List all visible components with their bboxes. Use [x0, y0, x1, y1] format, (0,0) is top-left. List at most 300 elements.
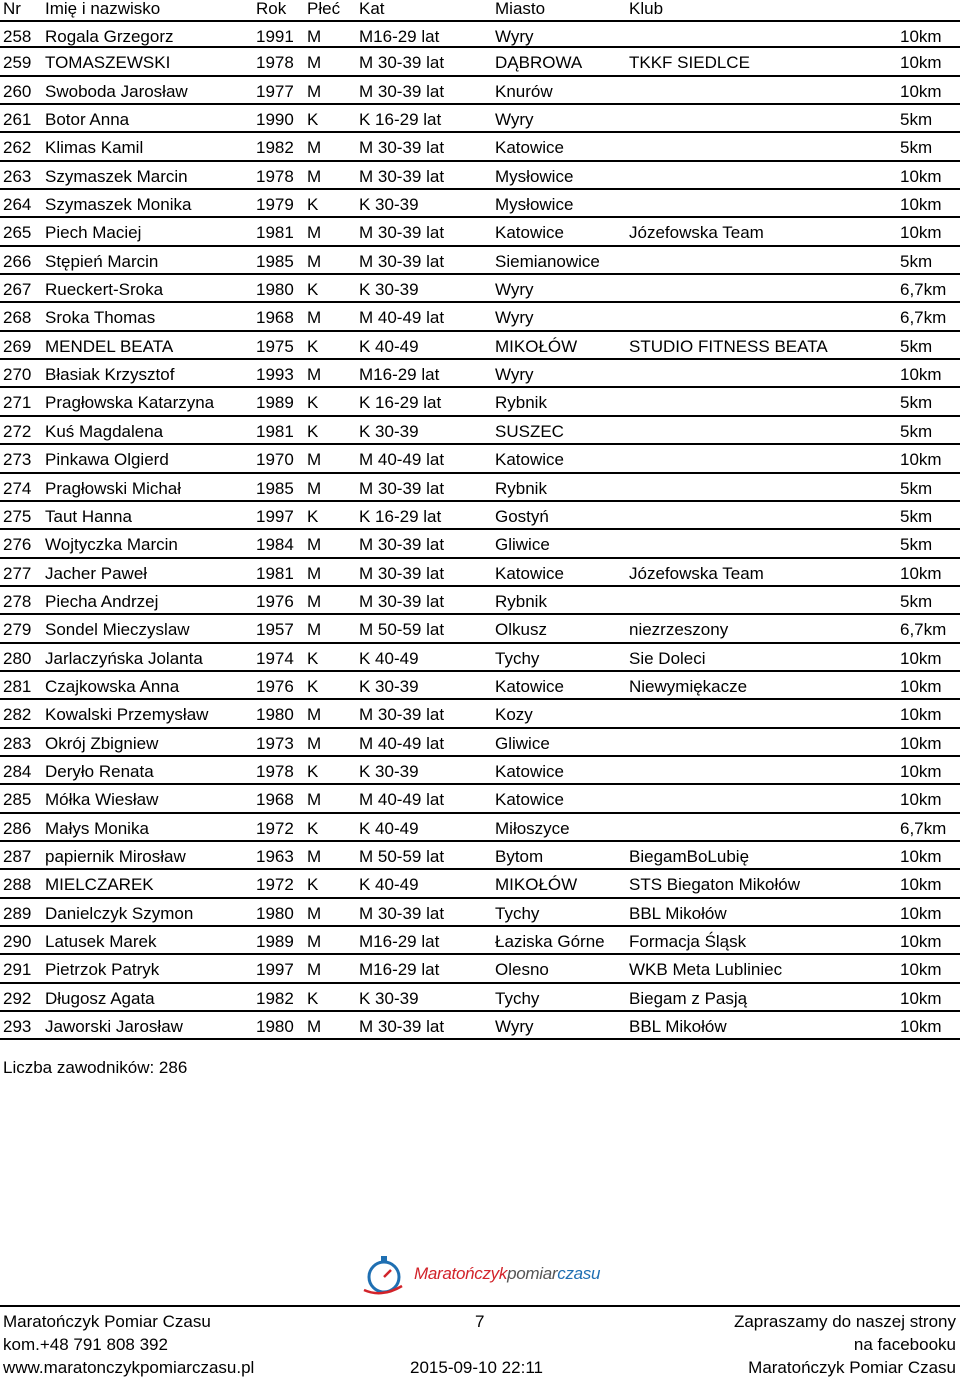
cell-rok: 1963 [256, 846, 294, 866]
cell-nr: 281 [3, 676, 32, 696]
cell-rok: 1982 [256, 138, 294, 158]
participant-count: Liczba zawodników: 286 [3, 1058, 188, 1077]
cell-nr: 260 [3, 81, 32, 101]
cell-rok: 1980 [256, 280, 294, 300]
cell-plec: M [307, 81, 322, 101]
table-row [0, 672, 960, 700]
cell-miasto: Mysłowice [495, 166, 574, 186]
cell-name: Jarlaczyńska Jolanta [45, 648, 203, 668]
cell-nr: 262 [3, 138, 32, 158]
col-name: Imię i nazwisko [45, 0, 161, 18]
cell-name: Swoboda Jarosław [45, 81, 188, 101]
cell-klub: BBL Mikołów [629, 903, 727, 923]
cell-miasto: Tychy [495, 648, 540, 668]
cell-kat: M16-29 lat [359, 365, 440, 385]
cell-nr: 263 [3, 166, 32, 186]
cell-miasto: Kozy [495, 705, 533, 725]
cell-rok: 1989 [256, 932, 294, 951]
cell-miasto: Katowice [495, 761, 564, 781]
cell-miasto: Gliwice [495, 733, 550, 753]
cell-kat: M 30-39 lat [359, 478, 445, 498]
cell-name: Szymaszek Marcin [45, 166, 188, 186]
cell-kat: M 30-39 lat [359, 903, 445, 923]
cell-nr: 288 [3, 875, 32, 895]
table-row [0, 1012, 960, 1040]
cell-nr: 271 [3, 393, 32, 413]
cell-miasto: Olkusz [495, 620, 547, 640]
cell-rok: 1978 [256, 761, 294, 781]
cell-miasto: Wyry [495, 365, 534, 385]
cell-rok: 1981 [256, 563, 294, 583]
cell-nr: 272 [3, 421, 32, 441]
cell-name: Błasiak Krzysztof [45, 365, 175, 385]
cell-rok: 1989 [256, 393, 294, 413]
cell-kat: K 16-29 lat [359, 110, 442, 130]
cell-miasto: Siemianowice [495, 251, 600, 271]
cell-rok: 1973 [256, 733, 294, 753]
cell-nr: 287 [3, 846, 32, 866]
cell-name: Taut Hanna [45, 506, 132, 526]
cell-name: Sondel Mieczyslaw [45, 620, 190, 640]
table-row [0, 360, 960, 388]
cell-dyst: 5km [900, 393, 933, 413]
cell-kat: K 40-49 [359, 875, 419, 895]
cell-kat: M 30-39 lat [359, 138, 445, 158]
footer-datetime: 2015-09-10 22:11 [410, 1358, 543, 1377]
cell-klub: Józefowska Team [629, 563, 764, 583]
cell-miasto: Wyry [495, 27, 534, 46]
cell-miasto: Tychy [495, 988, 540, 1008]
cell-dyst: 6,7km [900, 280, 947, 300]
cell-name: Pragłowski Michał [45, 478, 182, 498]
cell-kat: M 40-49 lat [359, 733, 445, 753]
cell-rok: 1980 [256, 705, 294, 725]
cell-miasto: Wyry [495, 308, 534, 328]
cell-name: Stępień Marcin [45, 251, 159, 271]
cell-kat: M 40-49 lat [359, 450, 445, 470]
cell-plec: K [307, 988, 319, 1008]
cell-plec: K [307, 648, 319, 668]
cell-plec: K [307, 110, 319, 130]
cell-kat: M 30-39 lat [359, 81, 445, 101]
table-row [0, 445, 960, 473]
cell-rok: 1979 [256, 195, 294, 215]
table-row [0, 247, 960, 275]
cell-kat: K 16-29 lat [359, 506, 442, 526]
table-row [0, 984, 960, 1012]
cell-nr: 289 [3, 903, 32, 923]
cell-kat: K 40-49 [359, 648, 419, 668]
cell-kat: M 40-49 lat [359, 308, 445, 328]
cell-rok: 1970 [256, 450, 294, 470]
cell-plec: M [307, 790, 322, 810]
cell-name: Klimas Kamil [45, 138, 144, 158]
cell-plec: M [307, 53, 322, 73]
cell-dyst: 5km [900, 535, 933, 555]
cell-miasto: MIKOŁÓW [495, 336, 578, 356]
cell-klub: Niewymiękacze [629, 676, 748, 696]
cell-dyst: 5km [900, 138, 933, 158]
cell-nr: 264 [3, 195, 32, 215]
cell-dyst: 10km [900, 166, 942, 186]
cell-nr: 266 [3, 251, 32, 271]
cell-miasto: Gliwice [495, 535, 550, 555]
cell-dyst: 10km [900, 450, 942, 470]
cell-nr: 270 [3, 365, 32, 385]
cell-name: papiernik Mirosław [45, 846, 186, 866]
cell-name: Piech Maciej [45, 223, 142, 243]
cell-rok: 1984 [256, 535, 294, 555]
cell-dyst: 6,7km [900, 308, 947, 328]
cell-klub: Sie Doleci [629, 648, 706, 668]
cell-dyst: 10km [900, 903, 942, 923]
cell-dyst: 6,7km [900, 818, 947, 838]
cell-name: Pinkawa Olgierd [45, 450, 169, 470]
footer-phone: kom.+48 791 808 392 [3, 1335, 168, 1354]
cell-kat: M 30-39 lat [359, 535, 445, 555]
table-row [0, 20, 960, 48]
cell-plec: M [307, 138, 322, 158]
cell-miasto: Olesno [495, 960, 549, 980]
cell-kat: K 40-49 [359, 818, 419, 838]
cell-dyst: 5km [900, 591, 933, 611]
cell-miasto: Bytom [495, 846, 544, 866]
cell-dyst: 5km [900, 478, 933, 498]
cell-klub: WKB Meta Lubliniec [629, 960, 783, 980]
col-rok: Rok [256, 0, 287, 18]
cell-nr: 280 [3, 648, 32, 668]
cell-miasto: Łaziska Górne [495, 932, 605, 951]
cell-plec: M [307, 846, 322, 866]
cell-plec: K [307, 506, 319, 526]
table-row [0, 190, 960, 218]
cell-name: Małys Monika [45, 818, 149, 838]
cell-plec: M [307, 733, 322, 753]
cell-plec: K [307, 280, 319, 300]
cell-dyst: 10km [900, 932, 942, 951]
cell-name: Szymaszek Monika [45, 195, 192, 215]
cell-nr: 277 [3, 563, 32, 583]
cell-plec: K [307, 875, 319, 895]
cell-dyst: 5km [900, 110, 933, 130]
cell-name: MIELCZAREK [45, 875, 154, 895]
cell-name: Długosz Agata [45, 988, 155, 1008]
cell-klub: Biegam z Pasją [629, 988, 748, 1008]
cell-nr: 293 [3, 1017, 32, 1037]
cell-kat: K 40-49 [359, 336, 419, 356]
cell-miasto: Rybnik [495, 393, 547, 413]
table-row [0, 587, 960, 615]
cell-nr: 269 [3, 336, 32, 356]
col-nr: Nr [3, 0, 21, 18]
cell-klub: STUDIO FITNESS BEATA [629, 336, 828, 356]
cell-name: Rueckert-Sroka [45, 280, 164, 300]
cell-name: Sroka Thomas [45, 308, 156, 328]
results-table [0, 20, 960, 1040]
cell-rok: 1976 [256, 676, 294, 696]
cell-dyst: 10km [900, 761, 942, 781]
cell-kat: M 30-39 lat [359, 563, 445, 583]
cell-rok: 1981 [256, 223, 294, 243]
cell-name: Wojtyczka Marcin [45, 535, 178, 555]
table-row [0, 615, 960, 643]
cell-name: Piecha Andrzej [45, 591, 159, 611]
cell-rok: 1997 [256, 506, 294, 526]
cell-dyst: 10km [900, 733, 942, 753]
cell-plec: K [307, 818, 319, 838]
cell-plec: M [307, 932, 322, 951]
cell-dyst: 10km [900, 195, 942, 215]
cell-kat: M16-29 lat [359, 960, 440, 980]
cell-nr: 258 [3, 27, 32, 46]
cell-kat: K 30-39 [359, 421, 419, 441]
brand-logo [362, 1250, 607, 1298]
cell-rok: 1997 [256, 960, 294, 980]
cell-miasto: Tychy [495, 903, 540, 923]
table-row [0, 559, 960, 587]
table-row [0, 955, 960, 983]
cell-nr: 276 [3, 535, 32, 555]
cell-dyst: 6,7km [900, 620, 947, 640]
cell-plec: M [307, 450, 322, 470]
cell-kat: K 30-39 [359, 280, 419, 300]
table-row [0, 474, 960, 502]
cell-name: Jacher Paweł [45, 563, 148, 583]
cell-dyst: 10km [900, 1017, 942, 1037]
cell-dyst: 10km [900, 563, 942, 583]
col-klub: Klub [629, 0, 664, 18]
cell-name: Pragłowska Katarzyna [45, 393, 215, 413]
cell-plec: M [307, 478, 322, 498]
footer-company-right: Maratończyk Pomiar Czasu [748, 1358, 956, 1377]
cell-dyst: 10km [900, 790, 942, 810]
cell-name: Mółka Wiesław [45, 790, 159, 810]
cell-dyst: 10km [900, 53, 942, 73]
footer-facebook[interactable]: na facebooku [853, 1335, 956, 1354]
cell-dyst: 5km [900, 251, 933, 271]
cell-kat: M 30-39 lat [359, 166, 445, 186]
cell-nr: 275 [3, 506, 32, 526]
cell-nr: 278 [3, 591, 32, 611]
cell-nr: 265 [3, 223, 32, 243]
table-row [0, 105, 960, 133]
cell-rok: 1976 [256, 591, 294, 611]
table-row [0, 133, 960, 161]
cell-rok: 1980 [256, 903, 294, 923]
cell-name: Jaworski Jarosław [45, 1017, 183, 1037]
cell-klub: Józefowska Team [629, 223, 764, 243]
cell-nr: 286 [3, 818, 32, 838]
cell-rok: 1977 [256, 81, 294, 101]
table-row [0, 729, 960, 757]
cell-dyst: 5km [900, 336, 933, 356]
cell-dyst: 10km [900, 705, 942, 725]
cell-kat: M16-29 lat [359, 932, 440, 951]
cell-dyst: 5km [900, 506, 933, 526]
cell-name: MENDEL BEATA [45, 336, 174, 356]
cell-plec: K [307, 761, 319, 781]
cell-nr: 261 [3, 110, 32, 130]
cell-name: Latusek Marek [45, 932, 157, 951]
cell-dyst: 10km [900, 960, 942, 980]
cell-nr: 268 [3, 308, 32, 328]
cell-nr: 290 [3, 932, 32, 951]
table-row [0, 700, 960, 728]
cell-kat: K 30-39 [359, 195, 419, 215]
cell-name: TOMASZEWSKI [45, 53, 171, 73]
table-row [0, 218, 960, 246]
cell-rok: 1980 [256, 1017, 294, 1037]
cell-name: Czajkowska Anna [45, 676, 180, 696]
cell-miasto: Gostyń [495, 506, 549, 526]
cell-rok: 1981 [256, 421, 294, 441]
cell-dyst: 10km [900, 875, 942, 895]
cell-plec: K [307, 336, 319, 356]
cell-kat: M 40-49 lat [359, 790, 445, 810]
table-row [0, 48, 960, 76]
cell-dyst: 10km [900, 223, 942, 243]
cell-rok: 1968 [256, 790, 294, 810]
cell-klub: TKKF SIEDLCE [629, 53, 750, 73]
cell-plec: M [307, 563, 322, 583]
cell-plec: K [307, 421, 319, 441]
cell-rok: 1968 [256, 308, 294, 328]
col-miasto: Miasto [495, 0, 546, 18]
brand-logo-text: Maratończykpomiarczasu [414, 1264, 601, 1283]
footer-divider [0, 1305, 960, 1307]
table-row [0, 899, 960, 927]
cell-plec: M [307, 1017, 322, 1037]
table-row [0, 927, 960, 955]
table-row [0, 814, 960, 842]
page-number: 7 [475, 1312, 485, 1331]
cell-plec: M [307, 27, 322, 46]
cell-miasto: Rybnik [495, 591, 547, 611]
cell-nr: 259 [3, 53, 32, 73]
cell-name: Deryło Renata [45, 761, 154, 781]
table-row [0, 77, 960, 105]
cell-rok: 1982 [256, 988, 294, 1008]
cell-name: Kuś Magdalena [45, 421, 164, 441]
cell-nr: 279 [3, 620, 32, 640]
cell-kat: M 30-39 lat [359, 251, 445, 271]
cell-plec: M [307, 223, 322, 243]
cell-miasto: Katowice [495, 450, 564, 470]
cell-name: Danielczyk Szymon [45, 903, 194, 923]
cell-nr: 283 [3, 733, 32, 753]
cell-dyst: 10km [900, 365, 942, 385]
table-row [0, 842, 960, 870]
cell-name: Pietrzok Patryk [45, 960, 160, 980]
table-row [0, 530, 960, 558]
cell-plec: M [307, 308, 322, 328]
cell-plec: M [307, 166, 322, 186]
cell-miasto: Knurów [495, 81, 553, 101]
cell-plec: K [307, 393, 319, 413]
cell-plec: M [307, 960, 322, 980]
cell-kat: M 30-39 lat [359, 591, 445, 611]
footer-website[interactable]: www.maratonczykpomiarczasu.pl [3, 1358, 255, 1377]
table-row [0, 332, 960, 360]
cell-plec: M [307, 620, 322, 640]
table-row [0, 785, 960, 813]
cell-miasto: Rybnik [495, 478, 547, 498]
cell-miasto: DĄBROWA [495, 53, 583, 73]
cell-kat: K 30-39 [359, 676, 419, 696]
cell-kat: K 30-39 [359, 761, 419, 781]
cell-kat: M 30-39 lat [359, 53, 445, 73]
cell-dyst: 10km [900, 27, 942, 46]
cell-klub: STS Biegaton Mikołów [629, 875, 801, 895]
cell-plec: M [307, 251, 322, 271]
cell-miasto: Wyry [495, 1017, 534, 1037]
table-row [0, 870, 960, 898]
cell-name: Botor Anna [45, 110, 130, 130]
cell-rok: 1985 [256, 478, 294, 498]
cell-miasto: Katowice [495, 563, 564, 583]
table-row [0, 303, 960, 331]
cell-dyst: 10km [900, 648, 942, 668]
cell-rok: 1985 [256, 251, 294, 271]
cell-klub: Formacja Śląsk [629, 932, 747, 951]
table-row [0, 388, 960, 416]
cell-rok: 1991 [256, 27, 294, 46]
cell-dyst: 10km [900, 676, 942, 696]
cell-nr: 282 [3, 705, 32, 725]
cell-rok: 1957 [256, 620, 294, 640]
cell-nr: 291 [3, 960, 32, 980]
table-row [0, 417, 960, 445]
cell-miasto: MIKOŁÓW [495, 875, 578, 895]
cell-rok: 1972 [256, 818, 294, 838]
cell-nr: 274 [3, 478, 32, 498]
cell-rok: 1993 [256, 365, 294, 385]
cell-dyst: 10km [900, 988, 942, 1008]
cell-plec: M [307, 591, 322, 611]
cell-kat: M 30-39 lat [359, 223, 445, 243]
cell-plec: M [307, 903, 322, 923]
cell-rok: 1978 [256, 166, 294, 186]
stopwatch-icon [362, 1250, 414, 1298]
cell-plec: M [307, 535, 322, 555]
cell-nr: 273 [3, 450, 32, 470]
cell-miasto: SUSZEC [495, 421, 564, 441]
cell-nr: 267 [3, 280, 32, 300]
table-header [0, 0, 960, 20]
cell-miasto: Wyry [495, 280, 534, 300]
footer-invite: Zapraszamy do naszej strony [733, 1312, 956, 1331]
cell-kat: M 30-39 lat [359, 1017, 445, 1037]
cell-miasto: Katowice [495, 790, 564, 810]
table-row [0, 757, 960, 785]
cell-klub: BBL Mikołów [629, 1017, 727, 1037]
cell-name: Okrój Zbigniew [45, 733, 159, 753]
cell-name: Rogala Grzegorz [45, 27, 174, 46]
cell-nr: 285 [3, 790, 32, 810]
cell-miasto: Katowice [495, 138, 564, 158]
table-row [0, 644, 960, 672]
table-row [0, 162, 960, 190]
table-row [0, 275, 960, 303]
cell-dyst: 10km [900, 81, 942, 101]
cell-rok: 1972 [256, 875, 294, 895]
cell-dyst: 10km [900, 846, 942, 866]
cell-rok: 1975 [256, 336, 294, 356]
cell-miasto: Miłoszyce [495, 818, 570, 838]
cell-nr: 292 [3, 988, 32, 1008]
cell-kat: M 50-59 lat [359, 620, 445, 640]
cell-kat: M16-29 lat [359, 27, 440, 46]
